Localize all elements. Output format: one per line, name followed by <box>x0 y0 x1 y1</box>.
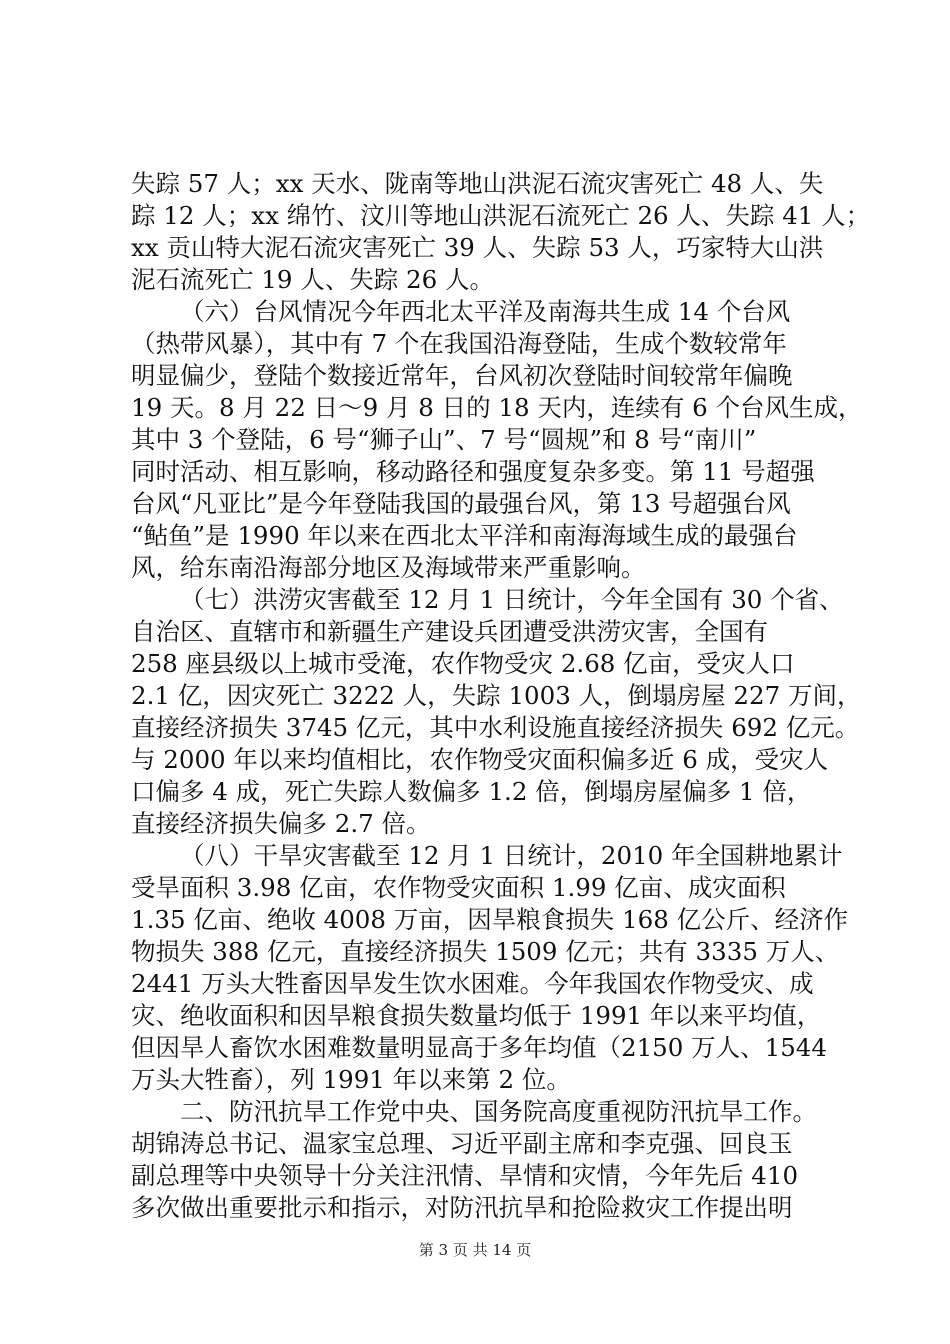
paragraph-flood <box>131 584 862 840</box>
paragraph-flood-drought-work <box>131 1096 831 1224</box>
text-line: 2.1 亿，因灾死亡 3222 人，失踪 1003 人，倒塌房屋 227 万间， <box>131 681 862 710</box>
text-line: 副总理等中央领导十分关注汛情、旱情和灾情，今年先后 410 <box>131 1161 799 1190</box>
text-line: 2441 万头大牲畜因旱发生饮水困难。今年我国农作物受灾、成 <box>131 969 814 998</box>
text-line: 但因旱人畜饮水困难数量明显高于多年均值（2150 万人、1544 <box>131 1033 827 1062</box>
text-line: 失踪 57 人；xx 天水、陇南等地山洪泥石流灾害死亡 48 人、失 <box>131 169 824 198</box>
page-footer: 第 3 页 共 14 页 <box>418 1241 532 1259</box>
text-line: 与 2000 年以来均值相比，农作物受灾面积偏多近 6 成，受灾人 <box>131 745 829 774</box>
paragraph-casualties-continued <box>131 168 871 296</box>
text-line: （热带风暴），其中有 7 个在我国沿海登陆，生成个数较常年 <box>131 329 787 358</box>
paragraph-drought <box>131 840 849 1096</box>
text-line: （七）洪涝灾害截至 12 月 1 日统计，今年全国有 30 个省、 <box>180 585 844 614</box>
text-line: 多次做出重要批示和指示，对防汛抗旱和抢险救灾工作提出明 <box>131 1193 793 1222</box>
text-line: 19 天。8 月 22 日～9 月 8 日的 18 天内，连续有 6 个台风生成， <box>131 393 863 422</box>
text-line: （六）台风情况今年西北太平洋及南海共生成 14 个台风 <box>180 297 791 326</box>
text-line: 1.35 亿亩、绝收 4008 万亩，因旱粮食损失 168 亿公斤、经济作 <box>131 905 849 934</box>
text-line: （八）干旱灾害截至 12 月 1 日统计，2010 年全国耕地累计 <box>180 841 843 870</box>
text-line: 口偏多 4 成，死亡失踪人数偏多 1.2 倍，倒塌房屋偏多 1 倍， <box>131 777 812 806</box>
text-line: 直接经济损失偏多 2.7 倍。 <box>131 809 431 838</box>
text-line: 直接经济损失 3745 亿元，其中水利设施直接经济损失 692 亿元。 <box>131 713 860 742</box>
document-body <box>131 168 871 1224</box>
text-line: 风，给东南沿海部分地区及海域带来严重影响。 <box>131 553 646 582</box>
text-line: 自治区、直辖市和新疆生产建设兵团遭受洪涝灾害，全国有 <box>131 617 768 646</box>
text-line: 万头大牲畜），列 1991 年以来第 2 位。 <box>131 1065 571 1094</box>
text-line: 二、防汛抗旱工作党中央、国务院高度重视防汛抗旱工作。 <box>180 1097 817 1126</box>
text-line: xx 贡山特大泥石流灾害死亡 39 人、失踪 53 人，巧家特大山洪 <box>131 233 824 262</box>
text-line: 明显偏少，登陆个数接近常年，台风初次登陆时间较常年偏晚 <box>131 361 793 390</box>
text-line: 受旱面积 3.98 亿亩，农作物受灾面积 1.99 亿亩、成灾面积 <box>131 873 786 902</box>
text-line: 胡锦涛总书记、温家宝总理、习近平副主席和李克强、回良玉 <box>131 1129 793 1158</box>
text-line: 同时活动、相互影响，移动路径和强度复杂多变。第 11 号超强 <box>131 457 815 486</box>
text-line: 258 座县级以上城市受淹，农作物受灾 2.68 亿亩，受灾人口 <box>131 649 795 678</box>
text-line: 踪 12 人；xx 绵竹、汶川等地山洪泥石流死亡 26 人、失踪 41 人； <box>131 201 871 230</box>
text-line: 物损失 388 亿元，直接经济损失 1509 亿元；共有 3335 万人、 <box>131 937 840 966</box>
text-line: 台风“凡亚比”是今年登陆我国的最强台风，第 13 号超强台风 <box>131 489 791 518</box>
text-line: “鲇鱼”是 1990 年以来在西北太平洋和南海海域生成的最强台 <box>131 521 798 550</box>
text-line: 灾、绝收面积和因旱粮食损失数量均低于 1991 年以来平均值， <box>131 1001 822 1030</box>
text-line: 其中 3 个登陆，6 号“狮子山”、7 号“圆规”和 8 号“南川” <box>131 425 757 454</box>
paragraph-typhoon <box>131 296 863 584</box>
text-line: 泥石流死亡 19 人、失踪 26 人。 <box>131 265 495 294</box>
